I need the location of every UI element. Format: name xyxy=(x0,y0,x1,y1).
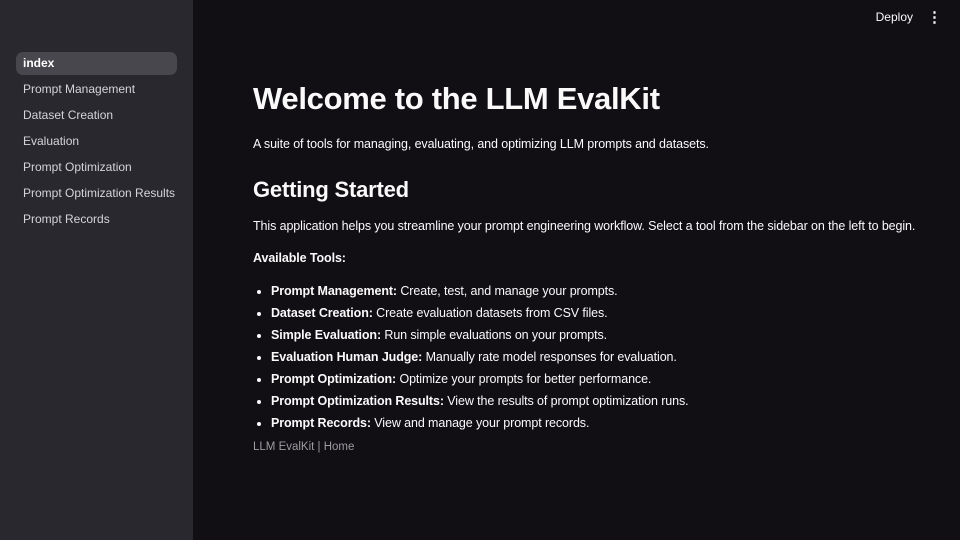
tool-name: Prompt Optimization Results: xyxy=(271,394,444,408)
tool-list-item xyxy=(271,305,960,321)
sidebar-item-label: Evaluation xyxy=(23,134,80,148)
main-menu-button[interactable] xyxy=(927,10,942,25)
intro-paragraph: This application helps you streamline your prompt engineering workflow. Select a tool from the sidebar on the left to begin. xyxy=(253,219,916,233)
tool-list-item xyxy=(271,371,960,387)
section-title: Getting Started xyxy=(253,177,409,202)
tool-description: Manually rate model responses for evaluation. xyxy=(422,350,677,364)
sidebar-item-label: Prompt Records xyxy=(23,212,110,226)
page-subtitle: A suite of tools for managing, evaluating, and optimizing LLM prompts and datasets. xyxy=(253,137,709,151)
tool-list-item xyxy=(271,349,960,365)
tool-description: Create, test, and manage your prompts. xyxy=(397,284,618,298)
tool-name: Evaluation Human Judge: xyxy=(271,350,423,364)
tool-description: View and manage your prompt records. xyxy=(370,416,590,430)
sidebar-item-evaluation[interactable] xyxy=(16,130,177,153)
tool-name: Prompt Optimization: xyxy=(271,372,397,386)
tool-list-item xyxy=(271,283,960,299)
sidebar-item-prompt-optimization[interactable] xyxy=(16,156,177,179)
sidebar-item-label: Prompt Optimization Results xyxy=(23,186,176,200)
sidebar-item-index[interactable] xyxy=(16,52,177,75)
sidebar-item-label: Prompt Optimization xyxy=(23,160,132,174)
tool-list-item xyxy=(271,327,960,343)
tool-list-item xyxy=(271,415,960,431)
sidebar-item-prompt-records[interactable] xyxy=(16,208,177,231)
tool-name: Prompt Records: xyxy=(271,416,371,430)
sidebar-item-label: Prompt Management xyxy=(23,82,136,96)
sidebar xyxy=(0,0,193,540)
main-area xyxy=(193,0,960,540)
deploy-button[interactable]: Deploy xyxy=(875,10,913,24)
tool-description: View the results of prompt optimization runs. xyxy=(443,394,689,408)
tool-name: Prompt Management: xyxy=(271,284,397,298)
tools-list xyxy=(253,283,960,431)
sidebar-item-label: index xyxy=(23,56,55,70)
sidebar-item-prompt-optimization-results[interactable] xyxy=(16,182,177,205)
sidebar-item-dataset-creation[interactable] xyxy=(16,104,177,127)
tools-heading: Available Tools: xyxy=(253,251,346,265)
tool-name: Simple Evaluation: xyxy=(271,328,382,342)
kebab-menu-icon: ⋮ xyxy=(927,8,942,26)
sidebar-item-prompt-management[interactable] xyxy=(16,78,177,101)
tool-description: Optimize your prompts for better performance. xyxy=(396,372,652,386)
sidebar-nav xyxy=(0,52,193,234)
tool-name: Dataset Creation: xyxy=(271,306,373,320)
tool-description: Create evaluation datasets from CSV files. xyxy=(372,306,608,320)
sidebar-item-label: Dataset Creation xyxy=(23,108,114,122)
page-title: Welcome to the LLM EvalKit xyxy=(253,81,660,116)
footer-caption: LLM EvalKit | Home xyxy=(253,441,355,453)
tool-list-item xyxy=(271,393,960,409)
tool-description: Run simple evaluations on your prompts. xyxy=(381,328,608,342)
page-content xyxy=(193,34,960,454)
top-toolbar xyxy=(193,0,960,34)
